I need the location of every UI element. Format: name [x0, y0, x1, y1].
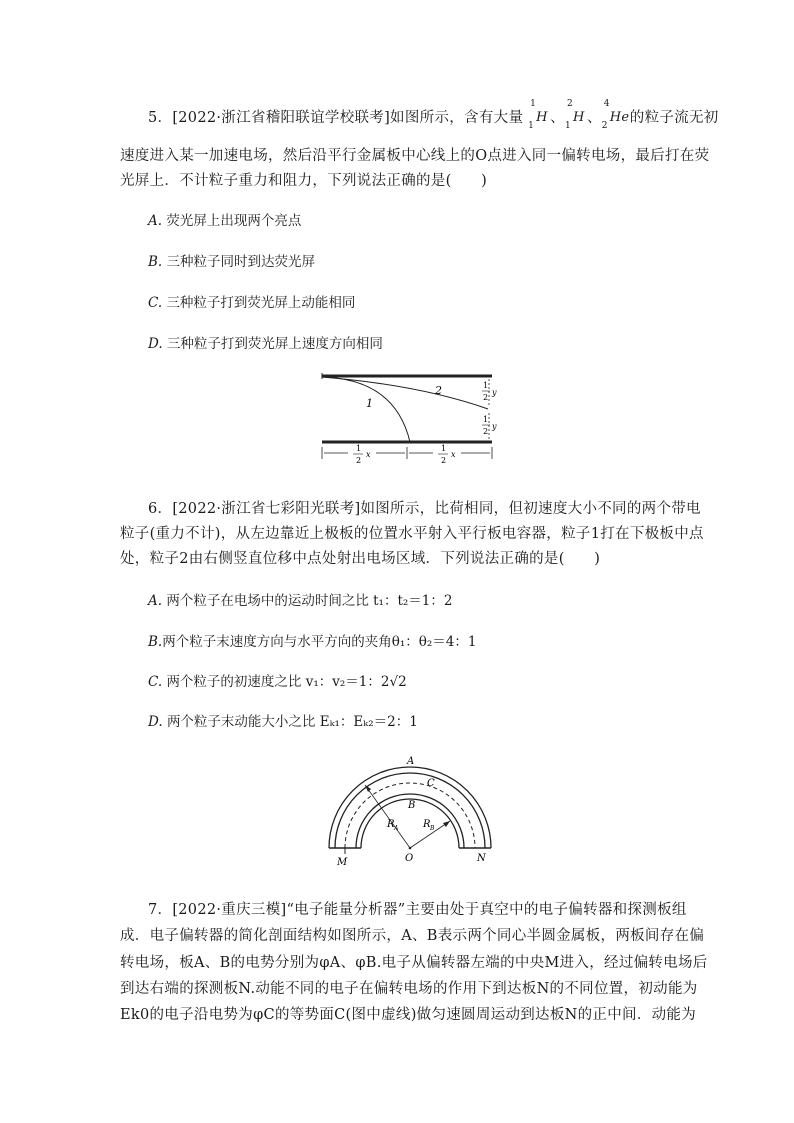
y-half-num-1: 1 [483, 381, 489, 390]
y-label-2: y [492, 422, 497, 431]
label-ra-sub: A [394, 825, 399, 832]
option-label: D. [148, 714, 163, 730]
q5-line3: 光屏上．不计粒子重力和阻力，下列说法正确的是( ) [120, 173, 488, 189]
figure-semicircle-deflector [315, 748, 505, 866]
x-half-num-2: 1 [441, 444, 447, 453]
q6-line1: 6．[2022·浙江省七彩阳光联考]如图所示，比荷相同，但初速度大小不同的两个带电 [148, 501, 701, 517]
option-text: 荧光屏上出现两个亮点 [166, 213, 302, 229]
q6-option-d[interactable] [148, 710, 418, 730]
x-label-2: x [451, 450, 456, 459]
option-text: 两个粒子在电场中的运动时间之比 t₁：t₂＝1：2 [166, 593, 453, 609]
label-m: M [337, 857, 348, 866]
option-text: 两个粒子末速度方向与水平方向的夹角θ₁：θ₂＝4：1 [162, 634, 477, 650]
q5-intro-tail: 的粒子流无初 [629, 110, 719, 126]
q5-option-b[interactable] [148, 250, 315, 270]
y-label-1: y [492, 388, 497, 397]
q7-line3: 转电场，板A、B的电势分别为φA、φB.电子从偏转器左端的中央M进入，经过偏转电场后 [120, 955, 708, 971]
x-half-den-2: 2 [441, 456, 447, 465]
trajectory-2 [322, 377, 488, 409]
q7-line4: 到达右端的探测板N.动能不同的电子在偏转电场的作用下到达板N的不同位置，初动能为 [120, 981, 698, 997]
isotope-he4-charge: 2 [601, 121, 608, 131]
q6-option-c[interactable] [148, 670, 407, 690]
x-label-1: x [366, 450, 371, 459]
isotope-he4-mass: 4 [603, 99, 610, 109]
option-text: 两个粒子末动能大小之比 Eₖ₁：Eₖ₂＝2：1 [166, 714, 418, 730]
x-half-den-1: 2 [356, 456, 362, 465]
y-half-den-2: 2 [483, 427, 489, 436]
label-rb-sub: B [430, 825, 435, 832]
isotope-he4 [601, 99, 630, 131]
equipotential-c [345, 783, 475, 848]
q5-line2: 速度进入某一加速电场，然后沿平行金属板中心线上的O点进入同一偏转电场，最后打在荧 [120, 148, 710, 164]
option-text: 三种粒子打到荧光屏上速度方向相同 [166, 336, 383, 352]
center-point [409, 847, 412, 850]
q5-option-d[interactable] [148, 332, 383, 352]
label-c: C [427, 778, 435, 789]
isotope-h2-charge: 1 [564, 121, 572, 131]
option-text: 两个粒子的初速度之比 v₁：v₂＝1：2√2 [166, 674, 407, 690]
option-label: B. [148, 634, 163, 650]
isotope-h1 [528, 99, 550, 131]
label-ra: R [387, 819, 395, 830]
label-n: N [477, 853, 486, 864]
isotope-h2-symbol: H [572, 110, 585, 125]
label-o: O [405, 853, 414, 864]
option-label: A. [148, 213, 163, 229]
q7-line2: 成．电子偏转器的简化剖面结构如图所示，A、B表示两个同心半圆金属板，两板间存在偏 [120, 928, 705, 944]
option-label: C. [148, 674, 163, 690]
q6-line3: 处，粒子2由右侧竖直位移中点处射出电场区域．下列说法正确的是( ) [120, 551, 601, 567]
label-rb: R [423, 819, 431, 830]
isotope-h2-mass: 2 [566, 99, 574, 109]
option-label: B. [148, 254, 163, 270]
curve-2-label: 2 [435, 384, 442, 397]
isotope-he4-symbol: He [609, 110, 630, 125]
q6-line2: 粒子(重力不计)，从左边靠近上极板的位置水平射入平行板电容器，粒子1打在下极板中点 [120, 526, 704, 542]
q7-line1: 7．[2022·重庆三模]“电子能量分析器”主要由处于真空中的电子偏转器和探测板组 [148, 902, 687, 918]
isotope-h1-symbol: H [536, 110, 548, 125]
q5-option-a[interactable] [148, 209, 301, 229]
x-half-num-1: 1 [356, 444, 362, 453]
curve-1-label: 1 [366, 397, 373, 410]
option-text: 三种粒子同时到达荧光屏 [166, 254, 316, 270]
q5-intro: 5．[2022·浙江省稽阳联谊学校联考]如图所示，含有大量 [148, 110, 524, 126]
figure-parallel-plates [300, 365, 510, 470]
option-label: C. [148, 295, 163, 311]
isotope-h1-mass: 1 [530, 99, 537, 109]
option-label: D. [148, 336, 163, 352]
q6-option-b[interactable] [148, 630, 476, 650]
q5-option-c[interactable] [148, 291, 355, 311]
q7-line5: Ek0的电子沿电势为φC的等势面C(图中虚线)做匀速圆周运动到达板N的正中间．动能为 [120, 1007, 697, 1023]
y-half-den-1: 2 [483, 393, 489, 402]
option-label: A. [148, 593, 163, 609]
option-text: 三种粒子打到荧光屏上动能相同 [166, 295, 356, 311]
q5-line1 [148, 99, 719, 131]
q5-sep2: 、 [586, 110, 602, 126]
label-a: A [407, 756, 415, 767]
label-b: B [408, 800, 416, 811]
q5-sep1: 、 [550, 110, 565, 126]
isotope-h2 [564, 99, 587, 131]
y-half-num-2: 1 [483, 415, 489, 424]
isotope-h1-charge: 1 [528, 121, 535, 131]
q6-option-a[interactable] [148, 589, 453, 609]
